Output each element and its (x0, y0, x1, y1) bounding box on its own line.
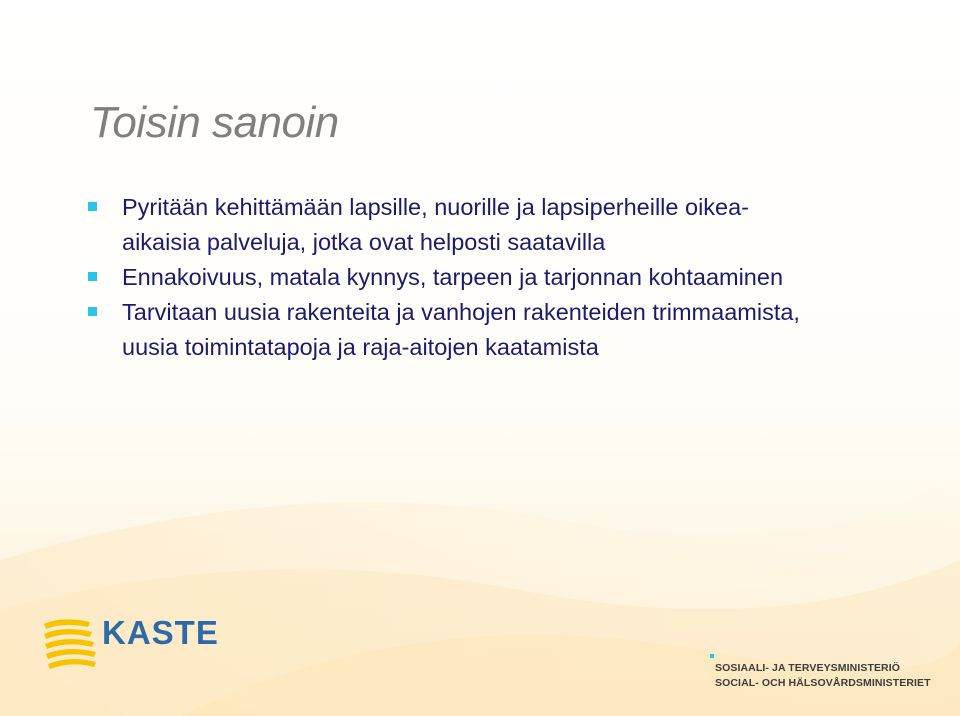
bullet-item (88, 295, 808, 365)
bullet-item (88, 190, 808, 260)
square-bullet-icon (88, 272, 97, 281)
square-bullet-icon (88, 202, 97, 211)
bullet-item (88, 260, 808, 295)
bullet-list (88, 190, 808, 365)
ministry-name-finnish: SOSIAALI- JA TERVEYSMINISTERIÖ (715, 662, 901, 674)
ministry-name-swedish: SOCIAL- OCH HÄLSOVÅRDSMINISTERIET (715, 677, 931, 689)
kaste-logo-text: KASTE (102, 614, 219, 651)
bullet-text: Ennakoivuus, matala kynnys, tarpeen ja tarjonnan kohtaaminen (122, 264, 784, 290)
slide-title: Toisin sanoin (90, 98, 339, 147)
square-bullet-icon (88, 307, 97, 316)
ministry-logo-dot-icon (710, 654, 714, 658)
bullet-text: Pyritään kehittämään lapsille, nuorille ja lapsiperheille oikea-aikaisia palveluja, jotka ovat helposti saatavilla (122, 194, 750, 255)
bullet-text: Tarvitaan uusia rakenteita ja vanhojen rakenteiden trimmaamista, uusia toimintatapoja ja raja-aitojen kaatamista (122, 299, 800, 360)
